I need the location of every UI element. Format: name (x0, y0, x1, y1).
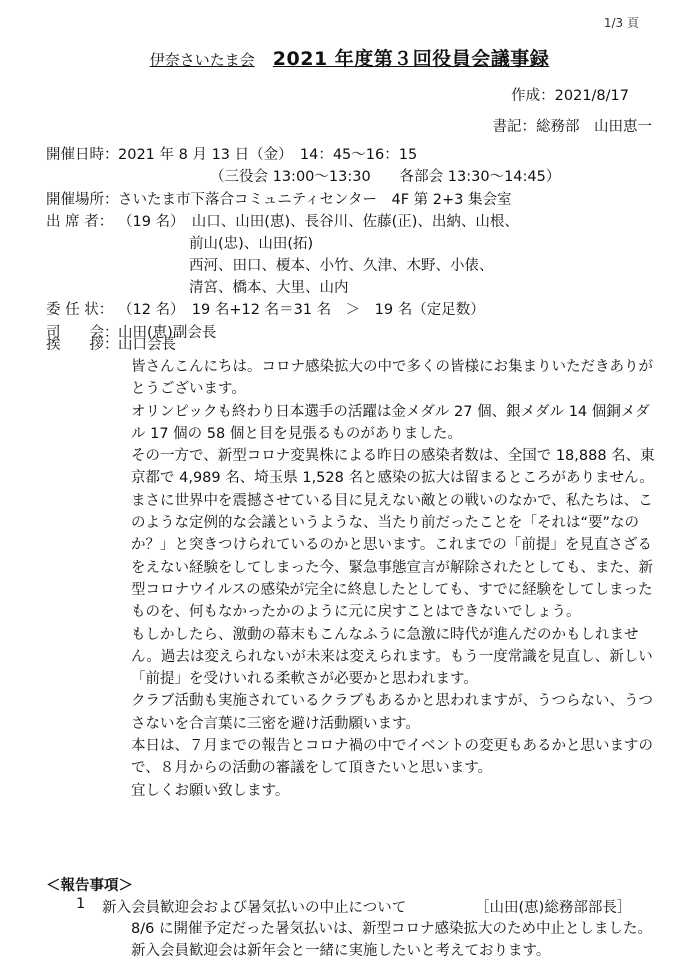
info-value: 西河、田口、榎本、小竹、久津、木野、小俵、 (189, 258, 494, 274)
report-item-body: 8/6 に開催予定だった暑気払いは、新型コロナ感染拡大のため中止としました。新入会員歓迎会は新年会と一緒に実施したいと考えております。 (131, 921, 652, 959)
info-label: 出 席 者： (46, 214, 114, 230)
info-value: 山口会長 (118, 337, 176, 353)
greeting-paragraph: オリンピックも終わり日本選手の活躍は金メダル 27 個、銀メダル 14 個銅メダル 17 個の 58 個と目を見張るものがありました。 (131, 403, 650, 442)
greeting-body (131, 356, 659, 802)
info-label: 開催日時： (46, 147, 119, 163)
recorder: 書記：総務部 山田恵一 (492, 119, 652, 135)
report-item-title: 新入会員歓迎会および暑気払いの中止について (102, 900, 407, 916)
info-value: さいたま市下落合コミュニティセンター 4F 第 2+3 集会室 (118, 192, 512, 208)
greeting-paragraph: その一方で、新型コロナ変異株による昨日の感染者数は、全国で 18,888 名、東京都で 4,989 名、埼玉県 1,528 名と感染の拡大は留まるところがありません。 (131, 448, 655, 487)
created-date: 作成：2021/8/17 (511, 88, 629, 104)
meeting-title: 2021 年度第３回役員会議事録 (272, 48, 550, 70)
report-item-number: 1 (76, 896, 86, 912)
organization-name: 伊奈さいたま会 (149, 51, 255, 69)
info-value: 2021 年 8 月 13 日（金） 14：45～16：15 (118, 147, 418, 163)
greeting-paragraph: クラブ活動も実施されているクラブもあるかと思われますが、うつらない、うつさないを合言葉に三密を避け活動願います。 (131, 693, 653, 732)
info-value: （12 名） 19 名+12 名＝31 名 ＞ 19 名（定足数） (118, 302, 485, 318)
info-value: 山田(恵)副会長 (118, 325, 217, 341)
info-value: 清宮、橋本、大里、山内 (189, 280, 349, 296)
greeting-paragraph: 本日は、７月までの報告とコロナ禍の中でイベントの変更もあるかと思いますので、８月からの活動の審議をして頂きたいと思います。 (131, 738, 653, 777)
greeting-paragraph: まさに世界中を震撼させている目に見えない敵との戦いのなかで、私たちは、このような定例的な会議というような、当たり前だったことを「それは“要”なのか？」と突きつけられているのかと思います。これまでの「前提」を見直さざるをえない経験をしてしまった今、緊急事態宣言が解除されたとしても、また、新型コロナウイルスの感染が完全に終息したとしても、すでに経験をしてしまったものを、何もなかったかのように元に戻すことはできないでしょう。 (131, 492, 653, 621)
info-label: 司 会： (46, 325, 119, 341)
info-value: （19 名） 山口、山田(恵)、長谷川、佐藤(正)、出納、山根、 (118, 214, 519, 230)
document-title (0, 44, 699, 71)
info-value: （三役会 13:00～13:30 各部会 13:30～14:45） (210, 169, 561, 185)
info-label: 委 任 状： (46, 302, 114, 318)
info-label: 開催場所： (46, 192, 119, 208)
info-label: 挨 拶： (46, 337, 119, 353)
report-heading: ＜報告事項＞ (46, 878, 133, 894)
info-value: 前山(忠)、山田(拓) (189, 236, 314, 252)
greeting-paragraph: 宜しくお願い致します。 (131, 782, 290, 799)
greeting-paragraph: 皆さんこんにちは。コロナ感染拡大の中で多くの皆様にお集まりいただきありがとうございます。 (131, 359, 653, 398)
report-item-reporter: ［山田(恵)総務部部長］ (475, 900, 632, 916)
greeting-paragraph: もしかしたら、激動の幕末もこんなふうに急激に時代が進んだのかもしれません。過去は変えられないが未来は変えられます。もう一度常識を見直し、新しい「前提」を受けいれる柔軟さが必要かと思われます。 (131, 626, 653, 688)
page-number: 1/3 頁 (603, 16, 639, 30)
